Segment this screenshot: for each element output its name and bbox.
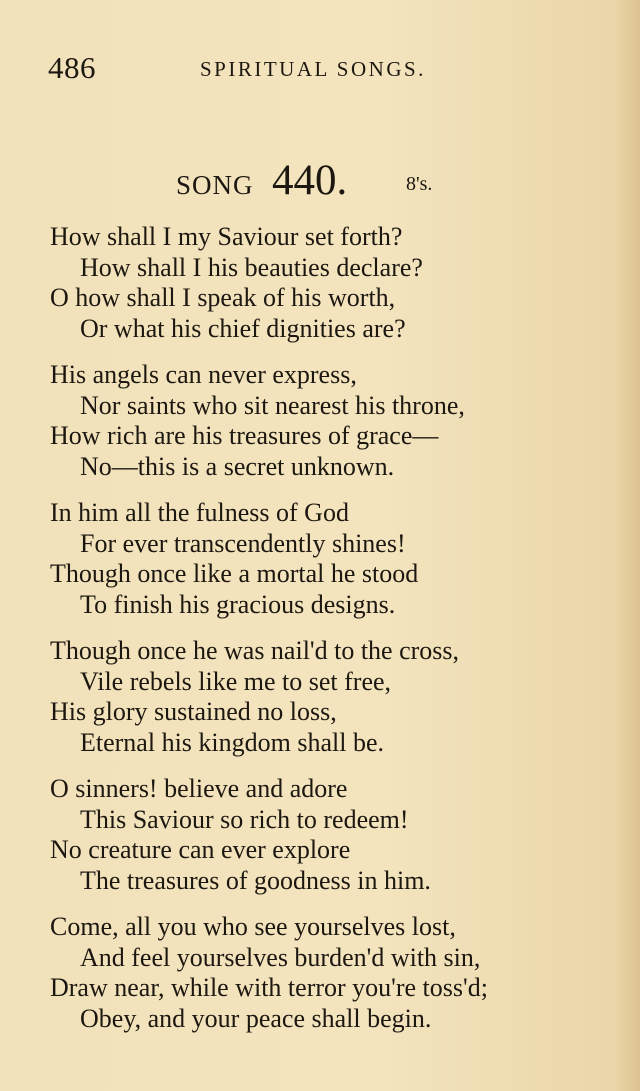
verse-line: Though once like a mortal he stood xyxy=(50,559,419,588)
page-header xyxy=(48,50,608,90)
song-meter: 8's. xyxy=(406,173,433,195)
stanza-2 xyxy=(50,360,630,482)
running-head: SPIRITUAL SONGS. xyxy=(200,57,426,81)
song-text xyxy=(50,222,630,1050)
verse-line: How shall I my Saviour set forth? xyxy=(50,222,403,251)
verse-line: No—this is a secret unknown. xyxy=(80,451,395,481)
verse-line: Though once he was nail'd to the cross, xyxy=(50,636,460,665)
verse-line: How rich are his treasures of grace— xyxy=(50,421,439,450)
verse-line: And feel yourselves burden'd with sin, xyxy=(80,942,481,972)
verse-line: This Saviour so rich to redeem! xyxy=(80,804,409,834)
song-heading xyxy=(0,156,640,206)
stanza-6 xyxy=(50,912,630,1034)
verse-line: In him all the fulness of God xyxy=(50,498,349,527)
page-number: 486 xyxy=(48,50,96,85)
stanza-1 xyxy=(50,222,630,344)
song-label: SONG xyxy=(176,170,254,200)
stanza-3 xyxy=(50,498,630,620)
stanza-5 xyxy=(50,774,630,896)
verse-line: Draw near, while with terror you're toss'd; xyxy=(50,973,488,1002)
verse-line: His angels can never express, xyxy=(50,360,357,389)
verse-line: His glory sustained no loss, xyxy=(50,697,337,726)
verse-line: Obey, and your peace shall begin. xyxy=(80,1003,432,1033)
stanza-4 xyxy=(50,636,630,758)
verse-line: No creature can ever explore xyxy=(50,835,351,864)
verse-line: To finish his gracious designs. xyxy=(80,589,396,619)
song-number: 440. xyxy=(272,157,348,204)
verse-line: The treasures of goodness in him. xyxy=(80,865,431,895)
verse-line: Nor saints who sit nearest his throne, xyxy=(80,390,465,420)
verse-line: O sinners! believe and adore xyxy=(50,774,348,803)
verse-line: Vile rebels like me to set free, xyxy=(80,666,392,696)
verse-line: O how shall I speak of his worth, xyxy=(50,283,396,312)
verse-line: How shall I his beauties declare? xyxy=(80,252,423,282)
verse-line: Or what his chief dignities are? xyxy=(80,313,406,343)
verse-line: For ever transcendently shines! xyxy=(80,528,406,558)
verse-line: Eternal his kingdom shall be. xyxy=(80,727,385,757)
verse-line: Come, all you who see yourselves lost, xyxy=(50,912,456,941)
